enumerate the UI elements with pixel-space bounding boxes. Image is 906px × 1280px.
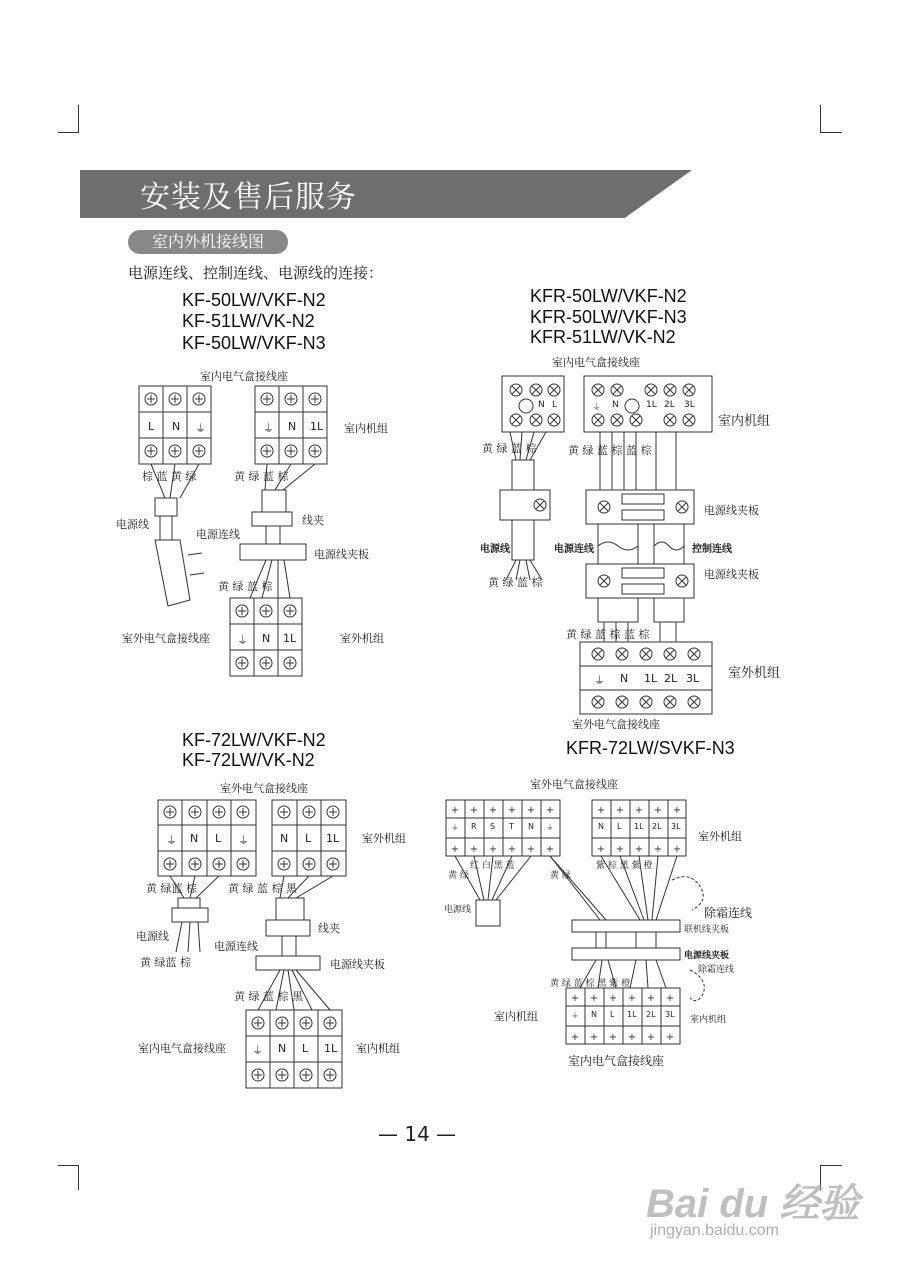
svg-text:+: +	[545, 805, 555, 816]
svg-text:+: +	[646, 1032, 656, 1043]
svg-text:+: +	[570, 1032, 580, 1043]
wire-colors: 黄 绿蓝 棕	[140, 956, 191, 969]
terminal-label: ⏚	[263, 422, 274, 435]
terminal-label: 1L	[644, 672, 658, 685]
terminal-label: R	[471, 822, 477, 831]
svg-text:+: +	[646, 993, 656, 1004]
terminal-label: N	[620, 672, 629, 685]
terminal-label: ⏚	[166, 834, 177, 847]
outdoor-unit-label: 室外机组	[340, 632, 384, 645]
wire-colors: 黄 绿 蓝 棕 黑	[228, 882, 297, 895]
outdoor-terminal-caption: 室外电气盒接线座	[122, 632, 210, 645]
terminal-label: ⏚	[195, 422, 206, 435]
wire-colors: 红 白 黑 蓝	[470, 861, 515, 871]
clamp-label: 线夹	[302, 514, 324, 527]
wire-colors: 黄 绿蓝 棕	[146, 882, 197, 895]
svg-text:+: +	[665, 1032, 675, 1043]
terminal-label: N	[278, 1042, 287, 1055]
svg-text:+: +	[672, 844, 682, 855]
wire-colors: 黄 绿 蓝 棕	[482, 442, 537, 455]
terminal-label: N	[288, 420, 297, 433]
indoor-terminal-caption: 室内电气盒接线座	[138, 1042, 226, 1055]
wire-colors: 黄 绿 蓝 棕	[234, 470, 289, 483]
terminal-label: S	[490, 822, 496, 831]
power-cord-label: 电源线	[444, 905, 472, 915]
wire-colors: 黄 绿 蓝 棕 蓝 棕	[566, 628, 650, 641]
svg-text:+: +	[615, 844, 625, 855]
section-badge: 室内外机接线图	[128, 230, 288, 254]
power-cord-label: 电源线	[480, 544, 510, 555]
svg-text:+: +	[570, 993, 580, 1004]
terminal-label: ⏚	[252, 1044, 263, 1057]
terminal-label: ⏚	[451, 823, 459, 832]
wire-colors: 黄 绿	[550, 871, 571, 881]
svg-text:+: +	[634, 805, 644, 816]
terminal-label: L	[552, 400, 558, 410]
diagram4-model: KFR-72LW/SVKF-N3	[566, 738, 735, 758]
power-link-label: 电源连线	[196, 528, 240, 541]
svg-text:+: +	[608, 1032, 618, 1043]
terminal-label: N	[598, 822, 604, 831]
terminal-label: 1L	[627, 1010, 637, 1019]
power-link-label: 电源连线	[214, 940, 258, 953]
svg-text:+: +	[596, 805, 606, 816]
terminal-label: 1L	[310, 420, 324, 433]
terminal-label: N	[591, 1010, 597, 1019]
terminal-label: ⏚	[594, 674, 605, 687]
wire-colors: 黄 绿 蓝 棕 蓝 棕	[568, 444, 652, 457]
diagram1-model: KF-50LW/VKF-N2	[182, 290, 326, 310]
terminal-label: 1L	[283, 632, 297, 645]
svg-text:+: +	[627, 1032, 637, 1043]
svg-text:+: +	[672, 805, 682, 816]
terminal-label: L	[148, 420, 155, 433]
terminal-label: L	[610, 1010, 615, 1019]
terminal-label: 3L	[671, 822, 681, 831]
indoor-terminal-caption: 室内电气盒接线座	[200, 370, 288, 383]
svg-text:+: +	[507, 844, 517, 855]
terminal-label: ⏚	[571, 1011, 579, 1020]
terminal-label: N	[190, 832, 199, 845]
terminal-label: N	[538, 400, 545, 410]
svg-text:+: +	[634, 844, 644, 855]
clamp-plate-label: 电源线夹板	[704, 504, 759, 517]
svg-text:+: +	[653, 844, 663, 855]
wire-colors: 黄 绿 蓝 棕	[488, 576, 543, 589]
diagram3-model: KF-72LW/VK-N2	[182, 750, 315, 770]
indoor-unit-label: 室内机组	[690, 1015, 727, 1025]
svg-text:+: +	[450, 805, 460, 816]
svg-text:+: +	[526, 844, 536, 855]
svg-text:+: +	[545, 844, 555, 855]
terminal-label: 2L	[652, 822, 662, 831]
svg-text:+: +	[665, 993, 675, 1004]
outdoor-unit-label: 室外机组	[362, 832, 406, 845]
indoor-terminal-caption: 室内电气盒接线座	[552, 356, 640, 369]
terminal-label: N	[262, 632, 271, 645]
terminal-label: L	[305, 832, 312, 845]
terminal-label: L	[302, 1042, 309, 1055]
terminal-label: 2L	[646, 1010, 656, 1019]
svg-text:+: +	[469, 844, 479, 855]
terminal-label: N	[612, 400, 619, 410]
power-link-label: 电源连线	[554, 544, 594, 555]
terminal-label: ⏚	[238, 834, 249, 847]
terminal-label: L	[215, 832, 222, 845]
svg-text:+: +	[450, 844, 460, 855]
page-title: 安装及售后服务	[140, 180, 357, 215]
power-cord-label: 电源线	[136, 930, 169, 943]
outdoor-unit-label: 室外机组	[698, 830, 742, 843]
terminal-label: 1L	[326, 832, 340, 845]
terminal-label: ⏚	[546, 823, 554, 832]
clamp-plate-label: 电源线夹板	[314, 548, 369, 561]
svg-text:+: +	[488, 844, 498, 855]
terminal-label: 3L	[665, 1010, 675, 1019]
terminal-label: N	[528, 822, 534, 831]
control-link-label: 控制连线	[692, 544, 732, 555]
svg-text:+: +	[507, 805, 517, 816]
diagram1-model: KF-50LW/VKF-N3	[182, 333, 326, 353]
svg-text:+: +	[627, 993, 637, 1004]
terminal-label: 2L	[664, 672, 678, 685]
svg-text:+: +	[596, 844, 606, 855]
terminal-label: 3L	[684, 400, 695, 410]
indoor-unit-label: 室内机组	[718, 414, 771, 429]
indoor-unit-label: 室内机组	[344, 422, 388, 435]
clamp-plate-label: 电源线夹板	[684, 951, 730, 961]
clamp-label: 线夹	[318, 922, 340, 935]
outdoor-unit-label: 室外机组	[728, 666, 781, 681]
outdoor-terminal-caption: 室外电气盒接线座	[530, 778, 618, 791]
svg-text:+: +	[653, 805, 663, 816]
link-plate-label: 联机线夹板	[684, 925, 730, 935]
terminal-label: 2L	[664, 400, 675, 410]
diagram2-model: KFR-51LW/VK-N2	[530, 327, 676, 347]
defrost-link-label: 除霜连线	[698, 965, 735, 975]
terminal-label: 1L	[634, 822, 644, 831]
svg-text:+: +	[526, 805, 536, 816]
outdoor-terminal-caption: 室外电气盒接线座	[220, 782, 308, 795]
wire-colors: 紫 棕 黑 紫 橙	[596, 861, 653, 871]
terminal-label: 3L	[686, 672, 700, 685]
svg-text:+: +	[488, 805, 498, 816]
watermark-logo: Bai du 经验	[646, 1182, 860, 1226]
clamp-plate-label: 电源线夹板	[330, 958, 385, 971]
page-number: — 14 —	[378, 1122, 457, 1146]
wire-colors: 黄 绿 蓝 棕	[218, 580, 273, 593]
power-cord-label: 电源线	[116, 518, 149, 531]
terminal-label: 1L	[324, 1042, 338, 1055]
wire-colors: 黄 绿 蓝 棕 黑	[234, 990, 303, 1003]
indoor-unit-label: 室内机组	[356, 1042, 400, 1055]
svg-text:+: +	[589, 993, 599, 1004]
diagram3-model: KF-72LW/VKF-N2	[182, 730, 326, 750]
wire-colors: 黄 绿	[448, 871, 469, 881]
svg-text:+: +	[615, 805, 625, 816]
defrost-link-label: 除霜连线	[704, 906, 753, 920]
terminal-label: L	[617, 822, 622, 831]
terminal-label: N	[172, 420, 181, 433]
clamp-plate-label: 电源线夹板	[704, 568, 759, 581]
outdoor-terminal-caption: 室外电气盒接线座	[572, 718, 660, 731]
diagram2-model: KFR-50LW/VKF-N2	[530, 286, 687, 306]
watermark-site: jingyan.baidu.com	[650, 1222, 779, 1239]
wire-colors: 棕 蓝 黄 绿	[142, 470, 197, 483]
svg-text:+: +	[608, 993, 618, 1004]
terminal-label: T	[509, 822, 514, 831]
terminal-label: ⏚	[237, 634, 248, 647]
indoor-terminal-caption: 室内电气盒接线座	[568, 1054, 665, 1068]
svg-text:+: +	[469, 805, 479, 816]
diagram2-model: KFR-50LW/VKF-N3	[530, 307, 687, 327]
svg-text:+: +	[589, 1032, 599, 1043]
terminal-label: ⏚	[592, 403, 602, 413]
indoor-unit-label: 室内机组	[494, 1010, 538, 1023]
wire-colors: 黄 绿 蓝 棕 黑 紫 橙	[550, 979, 631, 989]
terminal-label: N	[280, 832, 289, 845]
terminal-label: 1L	[646, 400, 657, 410]
diagram1-model: KF-51LW/VK-N2	[182, 311, 315, 331]
intro-text: 电源连线、控制连线、电源线的连接：	[128, 264, 384, 282]
